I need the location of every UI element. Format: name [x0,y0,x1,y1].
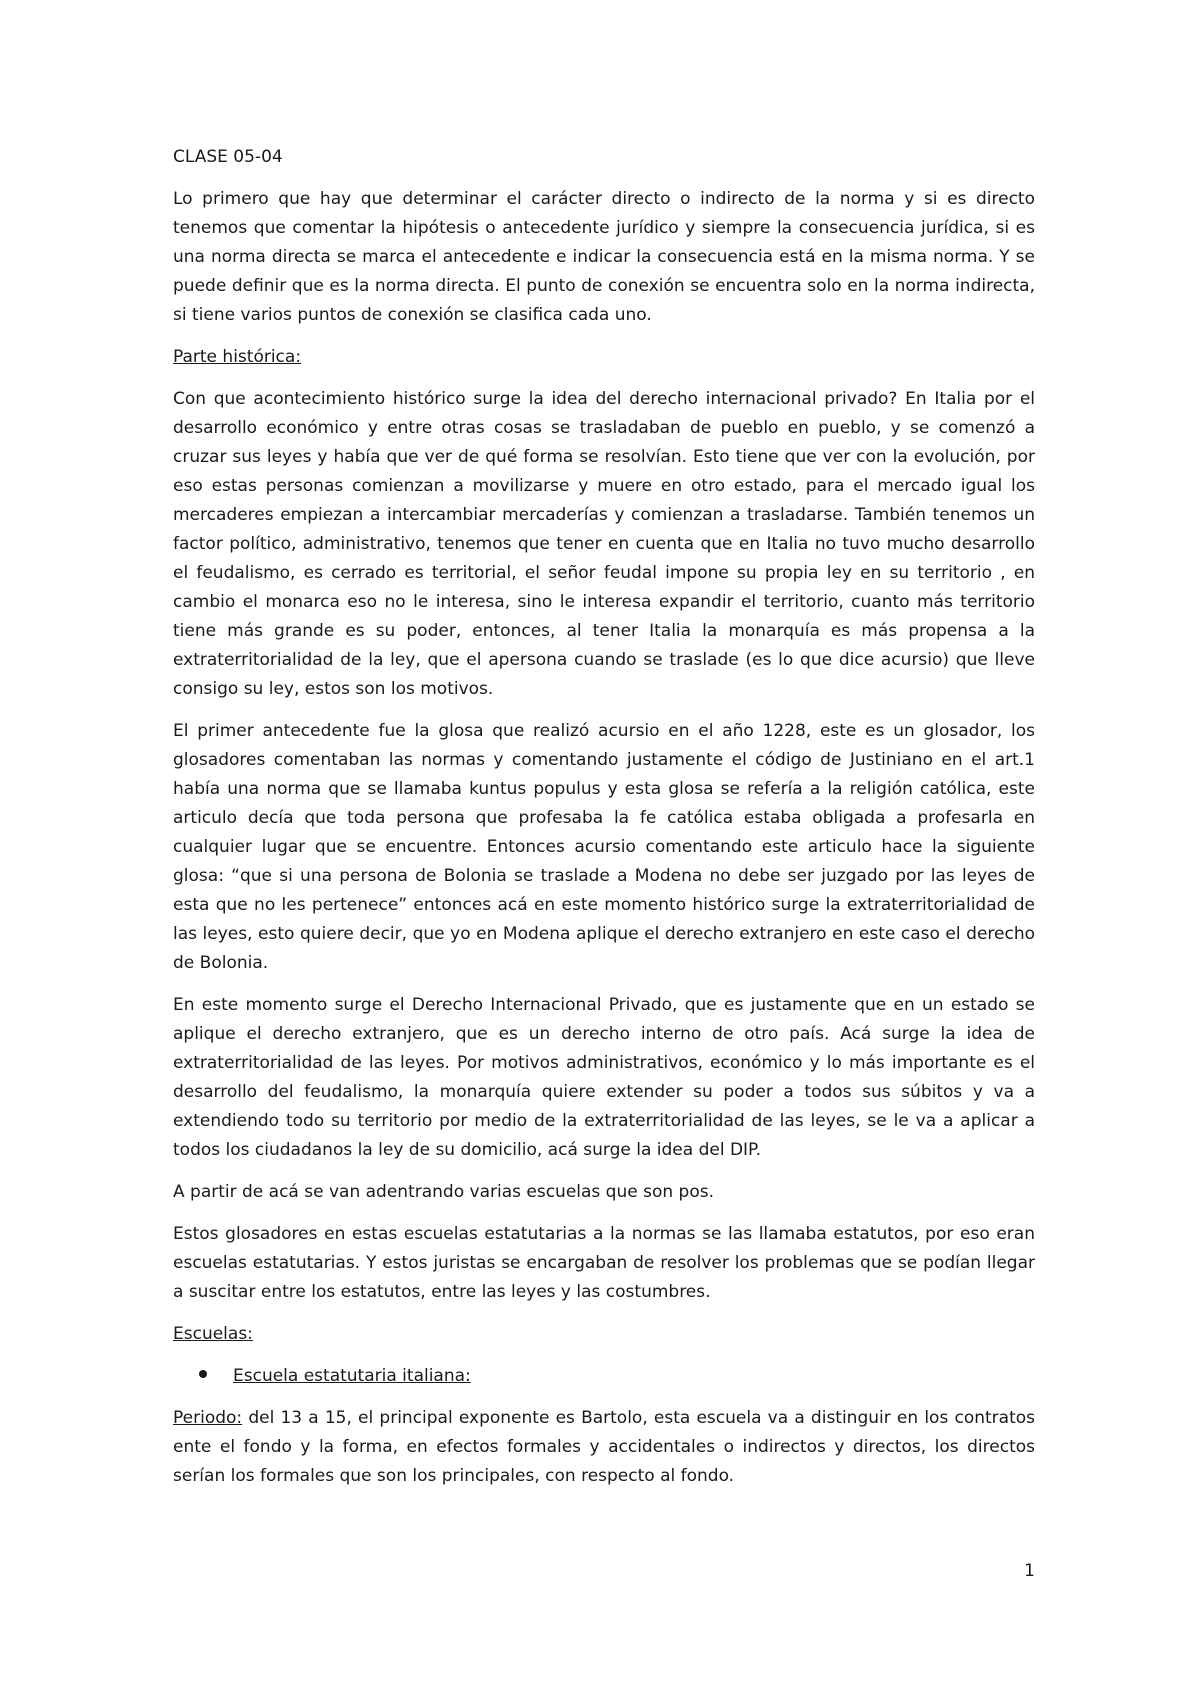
periodo-label: Periodo: [173,1408,243,1428]
heading-escuelas [173,1320,1035,1349]
document-title: CLASE 05-04 [173,147,283,167]
bullet-list-item [173,1362,1035,1391]
heading-escuelas-text: Escuelas: [173,1324,253,1344]
paragraph-a-partir: A partir de acá se van adentrando varias escuelas que son pos. [173,1182,714,1202]
page-content [173,143,1035,1504]
page-number: 1 [1024,1561,1035,1581]
paragraph-intro: Lo primero que hay que determinar el carácter directo o indirecto de la norma y si es directo tenemos que comentar la hipótesis o antecedente jurídico y siempre la consecuencia jurídica, si es una norma directa se marca el antecedente e indicar la consecuencia está en la misma norma. Y se puede definir que es la norma directa. El punto de conexión se encuentra solo en la norma indirecta, si tiene varios puntos de conexión se clasifica cada uno. [173,189,1035,325]
paragraph-momento: En este momento surge el Derecho Internacional Privado, que es justamente que en un estado se aplique el derecho extranjero, que es un derecho interno de otro país. Acá surge la idea de extraterritorialidad de las leyes. Por motivos administrativos, económico y lo más importante es el desarrollo del feudalismo, la monarquía quiere extender su poder a todos sus súbitos y va a extendiendo todo su territorio por medio de la extraterritorialidad de las leyes, se le va a aplicar a todos los ciudadanos la ley de su domicilio, acá surge la idea del DIP. [173,995,1035,1160]
heading-parte-historica-text: Parte histórica: [173,347,302,367]
bullet-icon [199,1370,207,1378]
periodo-text: del 13 a 15, el principal exponente es Bartolo, esta escuela va a distinguir en los contratos ente el fondo y la forma, en efectos formales y accidentales o indirectos y directos, los directos serían los formales que son los principales, con respecto al fondo. [173,1408,1035,1486]
paragraph-periodo [173,1404,1035,1491]
paragraph-antecedente: El primer antecedente fue la glosa que realizó acursio en el año 1228, este es un glosador, los glosadores comentaban las normas y comentando justamente el código de Justiniano en el art.1 había una norma que se llamaba kuntus populus y esta glosa se refería a la religión católica, este articulo decía que toda persona que profesaba la fe católica estaba obligada a profesarla en cualquier lugar que se encuentre. Entonces acursio comentando este articulo hace la siguiente glosa: “que si una persona de Bolonia se traslade a Modena no debe ser juzgado por las leyes de esta que no les pertenece” entonces acá en este momento histórico surge la extraterritorialidad de las leyes, esto quiere decir, que yo en Modena aplique el derecho extranjero en este caso el derecho de Bolonia. [173,721,1035,973]
paragraph-historica: Con que acontecimiento histórico surge la idea del derecho internacional privado? En Italia por el desarrollo económico y entre otras cosas se trasladaban de pueblo en pueblo, y se comenzó a cruzar sus leyes y había que ver de qué forma se resolvían. Esto tiene que ver con la evolución, por eso estas personas comienzan a movilizarse y muere en otro estado, para el mercado igual los mercaderes empiezan a intercambiar mercaderías y comienzan a trasladarse. También tenemos un factor político, administrativo, tenemos que tener en cuenta que en Italia no tuvo mucho desarrollo el feudalismo, es cerrado es territorial, el señor feudal impone su propia ley en su territorio , en cambio el monarca eso no le interesa, sino le interesa expandir el territorio, cuanto más territorio tiene más grande es su poder, entonces, al tener Italia la monarquía es más propensa a la extraterritorialidad de la ley, que el apersona cuando se traslade (es lo que dice acursio) que lleve consigo su ley, estos son los motivos. [173,389,1035,699]
heading-parte-historica [173,343,1035,372]
bullet-item-escuela-italiana: Escuela estatutaria italiana: [233,1366,471,1386]
paragraph-glosadores: Estos glosadores en estas escuelas estatutarias a la normas se las llamaba estatutos, por eso eran escuelas estatutarias. Y estos juristas se encargaban de resolver los problemas que se podían llegar a suscitar entre los estatutos, entre las leyes y las costumbres. [173,1224,1035,1302]
